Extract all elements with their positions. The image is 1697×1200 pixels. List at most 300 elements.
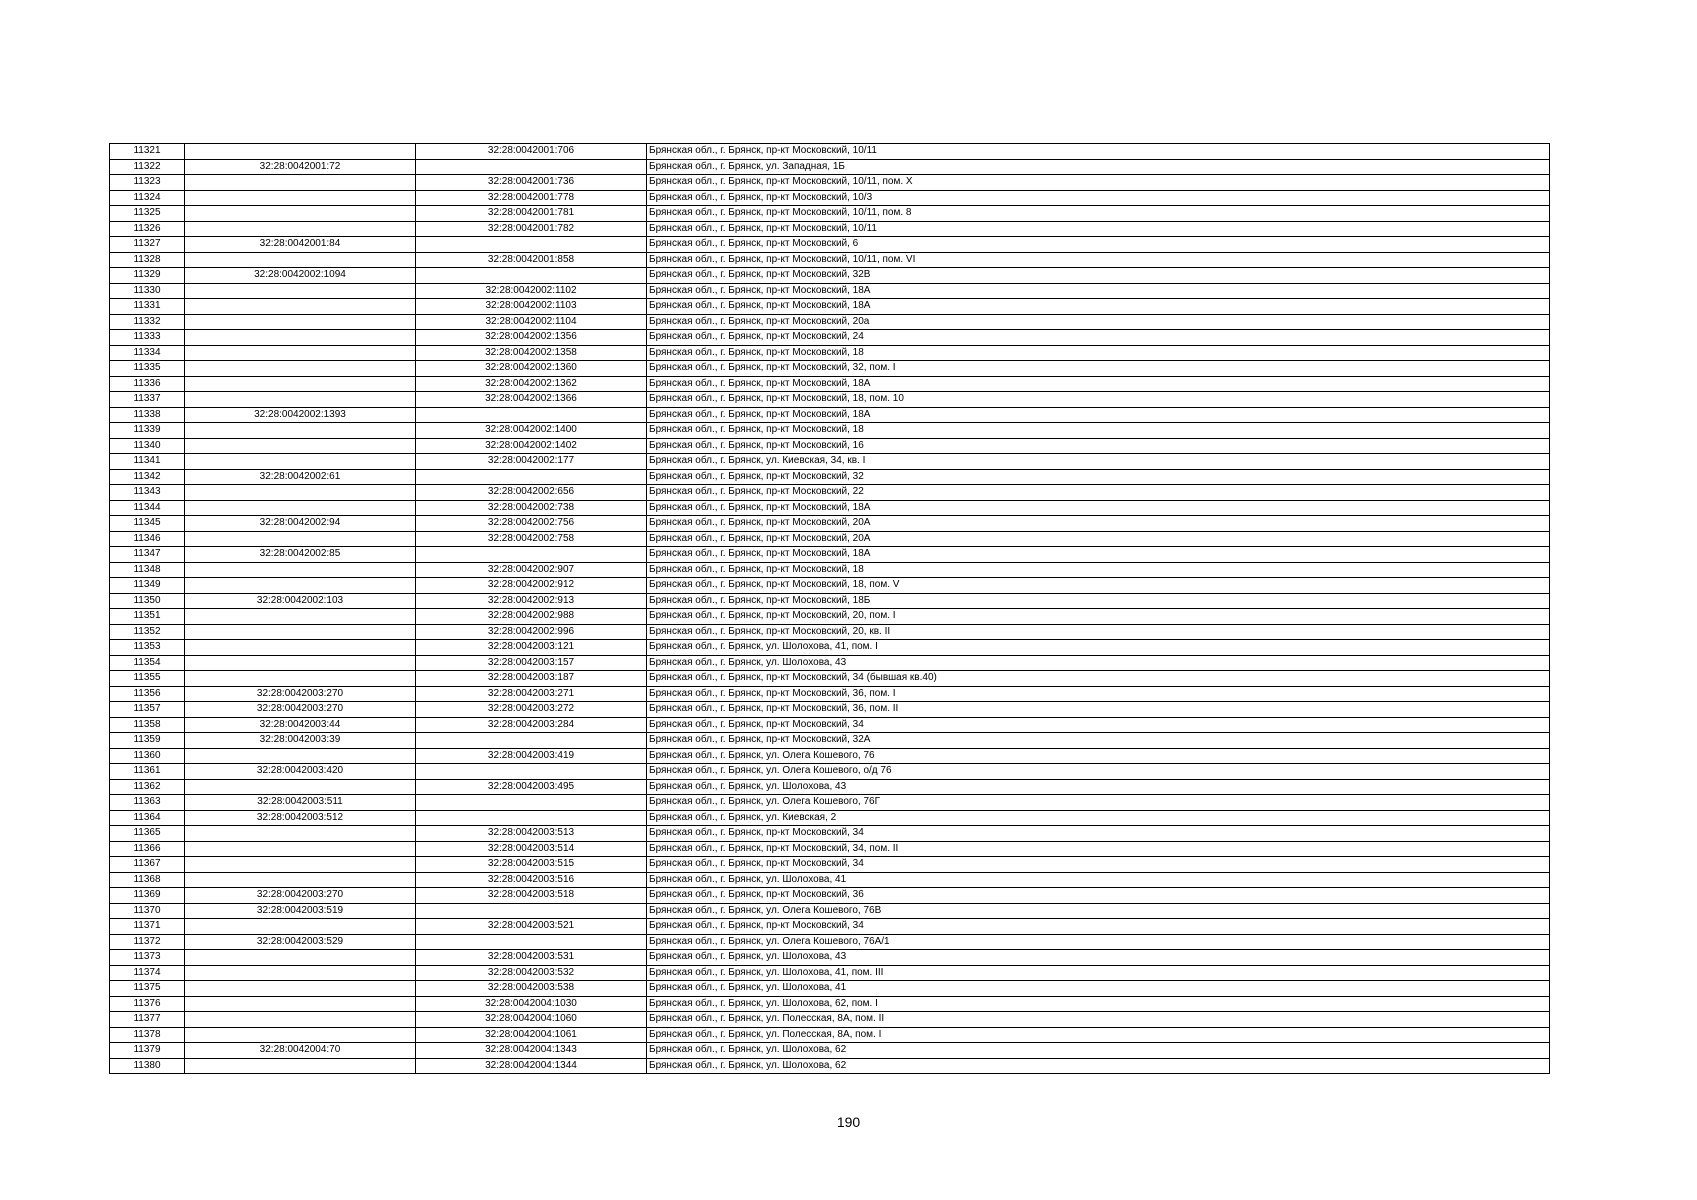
row-number-cell: 11321	[110, 144, 185, 160]
object-cadastral-number-cell: 32:28:0042001:778	[416, 190, 647, 206]
table-row	[110, 314, 1550, 330]
land-cadastral-number-cell	[185, 1027, 416, 1043]
table-row	[110, 376, 1550, 392]
address-cell: Брянская обл., г. Брянск, пр-кт Московский, 18	[647, 345, 1550, 361]
object-cadastral-number-cell	[416, 268, 647, 284]
row-number-cell: 11345	[110, 516, 185, 532]
row-number-cell: 11351	[110, 609, 185, 625]
land-cadastral-number-cell	[185, 175, 416, 191]
object-cadastral-number-cell: 32:28:0042002:756	[416, 516, 647, 532]
table-row	[110, 965, 1550, 981]
table-row	[110, 438, 1550, 454]
land-cadastral-number-cell	[185, 376, 416, 392]
row-number-cell: 11339	[110, 423, 185, 439]
table-row	[110, 748, 1550, 764]
row-number-cell: 11323	[110, 175, 185, 191]
address-cell: Брянская обл., г. Брянск, пр-кт Московский, 18, пом. 10	[647, 392, 1550, 408]
address-cell: Брянская обл., г. Брянск, пр-кт Московский, 24	[647, 330, 1550, 346]
table-row	[110, 500, 1550, 516]
object-cadastral-number-cell	[416, 547, 647, 563]
address-cell: Брянская обл., г. Брянск, пр-кт Московский, 34, пом. II	[647, 841, 1550, 857]
table-row	[110, 609, 1550, 625]
land-cadastral-number-cell	[185, 919, 416, 935]
land-cadastral-number-cell	[185, 454, 416, 470]
object-cadastral-number-cell: 32:28:0042002:988	[416, 609, 647, 625]
table-row	[110, 159, 1550, 175]
row-number-cell: 11374	[110, 965, 185, 981]
land-cadastral-number-cell	[185, 779, 416, 795]
row-number-cell: 11367	[110, 857, 185, 873]
address-cell: Брянская обл., г. Брянск, пр-кт Московский, 10/11	[647, 144, 1550, 160]
table-row	[110, 237, 1550, 253]
object-cadastral-number-cell: 32:28:0042001:736	[416, 175, 647, 191]
row-number-cell: 11359	[110, 733, 185, 749]
address-cell: Брянская обл., г. Брянск, пр-кт Московский, 18А	[647, 500, 1550, 516]
table-row	[110, 934, 1550, 950]
row-number-cell: 11368	[110, 872, 185, 888]
object-cadastral-number-cell: 32:28:0042003:284	[416, 717, 647, 733]
address-cell: Брянская обл., г. Брянск, пр-кт Московский, 18А	[647, 376, 1550, 392]
land-cadastral-number-cell	[185, 857, 416, 873]
object-cadastral-number-cell: 32:28:0042003:518	[416, 888, 647, 904]
row-number-cell: 11380	[110, 1058, 185, 1074]
table-row	[110, 345, 1550, 361]
row-number-cell: 11358	[110, 717, 185, 733]
object-cadastral-number-cell	[416, 903, 647, 919]
address-cell: Брянская обл., г. Брянск, ул. Олега Кошевого, 76В	[647, 903, 1550, 919]
land-cadastral-number-cell	[185, 609, 416, 625]
row-number-cell: 11335	[110, 361, 185, 377]
table-row	[110, 841, 1550, 857]
row-number-cell: 11361	[110, 764, 185, 780]
table-row	[110, 175, 1550, 191]
land-cadastral-number-cell	[185, 965, 416, 981]
land-cadastral-number-cell: 32:28:0042003:519	[185, 903, 416, 919]
object-cadastral-number-cell: 32:28:0042003:521	[416, 919, 647, 935]
address-cell: Брянская обл., г. Брянск, пр-кт Московский, 18Б	[647, 593, 1550, 609]
land-cadastral-number-cell	[185, 252, 416, 268]
table-row	[110, 562, 1550, 578]
row-number-cell: 11330	[110, 283, 185, 299]
table-row	[110, 252, 1550, 268]
table-row	[110, 485, 1550, 501]
land-cadastral-number-cell	[185, 655, 416, 671]
address-cell: Брянская обл., г. Брянск, ул. Шолохова, 41, пом. I	[647, 640, 1550, 656]
table-row	[110, 268, 1550, 284]
land-cadastral-number-cell: 32:28:0042003:39	[185, 733, 416, 749]
table-row	[110, 454, 1550, 470]
object-cadastral-number-cell: 32:28:0042002:1366	[416, 392, 647, 408]
object-cadastral-number-cell: 32:28:0042002:1103	[416, 299, 647, 315]
row-number-cell: 11350	[110, 593, 185, 609]
table-row	[110, 330, 1550, 346]
land-cadastral-number-cell: 32:28:0042001:84	[185, 237, 416, 253]
land-cadastral-number-cell: 32:28:0042003:270	[185, 702, 416, 718]
object-cadastral-number-cell: 32:28:0042002:1102	[416, 283, 647, 299]
table-row	[110, 779, 1550, 795]
object-cadastral-number-cell: 32:28:0042003:121	[416, 640, 647, 656]
address-cell: Брянская обл., г. Брянск, ул. Шолохова, 41, пом. III	[647, 965, 1550, 981]
land-cadastral-number-cell	[185, 950, 416, 966]
land-cadastral-number-cell: 32:28:0042003:270	[185, 888, 416, 904]
land-cadastral-number-cell: 32:28:0042001:72	[185, 159, 416, 175]
table-row	[110, 578, 1550, 594]
address-cell: Брянская обл., г. Брянск, пр-кт Московский, 36, пом. I	[647, 686, 1550, 702]
land-cadastral-number-cell	[185, 500, 416, 516]
address-cell: Брянская обл., г. Брянск, пр-кт Московский, 36, пом. II	[647, 702, 1550, 718]
land-cadastral-number-cell: 32:28:0042002:103	[185, 593, 416, 609]
row-number-cell: 11363	[110, 795, 185, 811]
object-cadastral-number-cell: 32:28:0042003:516	[416, 872, 647, 888]
table-row	[110, 144, 1550, 160]
table-row	[110, 392, 1550, 408]
object-cadastral-number-cell: 32:28:0042001:706	[416, 144, 647, 160]
address-cell: Брянская обл., г. Брянск, пр-кт Московский, 6	[647, 237, 1550, 253]
row-number-cell: 11357	[110, 702, 185, 718]
land-cadastral-number-cell	[185, 996, 416, 1012]
address-cell: Брянская обл., г. Брянск, пр-кт Московский, 10/11, пом. 8	[647, 206, 1550, 222]
row-number-cell: 11356	[110, 686, 185, 702]
table-row	[110, 903, 1550, 919]
address-cell: Брянская обл., г. Брянск, пр-кт Московский, 20, кв. II	[647, 624, 1550, 640]
address-cell: Брянская обл., г. Брянск, пр-кт Московский, 34	[647, 857, 1550, 873]
row-number-cell: 11334	[110, 345, 185, 361]
row-number-cell: 11326	[110, 221, 185, 237]
object-cadastral-number-cell: 32:28:0042003:532	[416, 965, 647, 981]
land-cadastral-number-cell	[185, 826, 416, 842]
object-cadastral-number-cell: 32:28:0042004:1060	[416, 1012, 647, 1028]
row-number-cell: 11360	[110, 748, 185, 764]
address-cell: Брянская обл., г. Брянск, пр-кт Московский, 34	[647, 919, 1550, 935]
row-number-cell: 11338	[110, 407, 185, 423]
table-row	[110, 919, 1550, 935]
address-cell: Брянская обл., г. Брянск, ул. Олега Кошевого, 76	[647, 748, 1550, 764]
table-row	[110, 531, 1550, 547]
address-cell: Брянская обл., г. Брянск, пр-кт Московский, 34	[647, 717, 1550, 733]
land-cadastral-number-cell	[185, 361, 416, 377]
object-cadastral-number-cell: 32:28:0042002:738	[416, 500, 647, 516]
land-cadastral-number-cell	[185, 578, 416, 594]
address-cell: Брянская обл., г. Брянск, ул. Олега Кошевого, 76А/1	[647, 934, 1550, 950]
address-cell: Брянская обл., г. Брянск, пр-кт Московский, 34	[647, 826, 1550, 842]
land-cadastral-number-cell	[185, 872, 416, 888]
table-row	[110, 795, 1550, 811]
address-cell: Брянская обл., г. Брянск, пр-кт Московский, 34 (бывшая кв.40)	[647, 671, 1550, 687]
table-row	[110, 996, 1550, 1012]
object-cadastral-number-cell: 32:28:0042003:531	[416, 950, 647, 966]
land-cadastral-number-cell: 32:28:0042002:1094	[185, 268, 416, 284]
land-cadastral-number-cell	[185, 299, 416, 315]
land-cadastral-number-cell	[185, 423, 416, 439]
row-number-cell: 11347	[110, 547, 185, 563]
object-cadastral-number-cell: 32:28:0042002:1356	[416, 330, 647, 346]
address-cell: Брянская обл., г. Брянск, пр-кт Московский, 16	[647, 438, 1550, 454]
row-number-cell: 11349	[110, 578, 185, 594]
object-cadastral-number-cell: 32:28:0042002:1402	[416, 438, 647, 454]
table-row	[110, 981, 1550, 997]
table-row	[110, 516, 1550, 532]
address-cell: Брянская обл., г. Брянск, пр-кт Московский, 32А	[647, 733, 1550, 749]
row-number-cell: 11342	[110, 469, 185, 485]
row-number-cell: 11355	[110, 671, 185, 687]
land-cadastral-number-cell: 32:28:0042003:512	[185, 810, 416, 826]
row-number-cell: 11373	[110, 950, 185, 966]
land-cadastral-number-cell	[185, 841, 416, 857]
object-cadastral-number-cell: 32:28:0042003:187	[416, 671, 647, 687]
object-cadastral-number-cell: 32:28:0042003:419	[416, 748, 647, 764]
row-number-cell: 11369	[110, 888, 185, 904]
row-number-cell: 11379	[110, 1043, 185, 1059]
row-number-cell: 11366	[110, 841, 185, 857]
object-cadastral-number-cell	[416, 810, 647, 826]
table-row	[110, 764, 1550, 780]
table-row	[110, 872, 1550, 888]
registry-table	[109, 143, 1550, 1074]
table-row	[110, 1012, 1550, 1028]
land-cadastral-number-cell	[185, 345, 416, 361]
row-number-cell: 11336	[110, 376, 185, 392]
row-number-cell: 11333	[110, 330, 185, 346]
object-cadastral-number-cell: 32:28:0042002:656	[416, 485, 647, 501]
row-number-cell: 11372	[110, 934, 185, 950]
address-cell: Брянская обл., г. Брянск, пр-кт Московский, 10/11, пом. VI	[647, 252, 1550, 268]
row-number-cell: 11348	[110, 562, 185, 578]
land-cadastral-number-cell	[185, 144, 416, 160]
row-number-cell: 11376	[110, 996, 185, 1012]
land-cadastral-number-cell: 32:28:0042002:94	[185, 516, 416, 532]
address-cell: Брянская обл., г. Брянск, пр-кт Московский, 10/11, пом. X	[647, 175, 1550, 191]
object-cadastral-number-cell: 32:28:0042002:177	[416, 454, 647, 470]
table-row	[110, 361, 1550, 377]
table-row	[110, 950, 1550, 966]
object-cadastral-number-cell: 32:28:0042003:271	[416, 686, 647, 702]
land-cadastral-number-cell	[185, 748, 416, 764]
address-cell: Брянская обл., г. Брянск, ул. Шолохова, 41	[647, 872, 1550, 888]
address-cell: Брянская обл., г. Брянск, ул. Шолохова, 62	[647, 1043, 1550, 1059]
row-number-cell: 11344	[110, 500, 185, 516]
land-cadastral-number-cell	[185, 640, 416, 656]
table-row	[110, 1043, 1550, 1059]
address-cell: Брянская обл., г. Брянск, ул. Полесская, 8А, пом. II	[647, 1012, 1550, 1028]
row-number-cell: 11377	[110, 1012, 185, 1028]
land-cadastral-number-cell: 32:28:0042002:85	[185, 547, 416, 563]
object-cadastral-number-cell: 32:28:0042002:1360	[416, 361, 647, 377]
land-cadastral-number-cell	[185, 531, 416, 547]
row-number-cell: 11364	[110, 810, 185, 826]
land-cadastral-number-cell: 32:28:0042003:529	[185, 934, 416, 950]
land-cadastral-number-cell	[185, 438, 416, 454]
address-cell: Брянская обл., г. Брянск, пр-кт Московский, 10/11	[647, 221, 1550, 237]
table-row	[110, 593, 1550, 609]
address-cell: Брянская обл., г. Брянск, ул. Шолохова, 62	[647, 1058, 1550, 1074]
row-number-cell: 11325	[110, 206, 185, 222]
land-cadastral-number-cell	[185, 671, 416, 687]
table-row	[110, 1058, 1550, 1074]
object-cadastral-number-cell: 32:28:0042002:912	[416, 578, 647, 594]
table-row	[110, 206, 1550, 222]
object-cadastral-number-cell	[416, 237, 647, 253]
object-cadastral-number-cell: 32:28:0042002:1358	[416, 345, 647, 361]
table-row	[110, 717, 1550, 733]
object-cadastral-number-cell: 32:28:0042002:996	[416, 624, 647, 640]
address-cell: Брянская обл., г. Брянск, пр-кт Московский, 20, пом. I	[647, 609, 1550, 625]
row-number-cell: 11322	[110, 159, 185, 175]
row-number-cell: 11332	[110, 314, 185, 330]
land-cadastral-number-cell: 32:28:0042003:511	[185, 795, 416, 811]
table-row	[110, 1027, 1550, 1043]
land-cadastral-number-cell: 32:28:0042002:61	[185, 469, 416, 485]
row-number-cell: 11337	[110, 392, 185, 408]
object-cadastral-number-cell	[416, 795, 647, 811]
address-cell: Брянская обл., г. Брянск, пр-кт Московский, 22	[647, 485, 1550, 501]
object-cadastral-number-cell	[416, 469, 647, 485]
row-number-cell: 11354	[110, 655, 185, 671]
address-cell: Брянская обл., г. Брянск, ул. Олега Кошевого, 76Г	[647, 795, 1550, 811]
address-cell: Брянская обл., г. Брянск, ул. Олега Кошевого, о/д 76	[647, 764, 1550, 780]
object-cadastral-number-cell: 32:28:0042003:495	[416, 779, 647, 795]
table-row	[110, 547, 1550, 563]
address-cell: Брянская обл., г. Брянск, пр-кт Московский, 18	[647, 562, 1550, 578]
row-number-cell: 11343	[110, 485, 185, 501]
address-cell: Брянская обл., г. Брянск, ул. Полесская, 8А, пом. I	[647, 1027, 1550, 1043]
object-cadastral-number-cell: 32:28:0042003:157	[416, 655, 647, 671]
land-cadastral-number-cell	[185, 190, 416, 206]
address-cell: Брянская обл., г. Брянск, пр-кт Московский, 20А	[647, 516, 1550, 532]
table-row	[110, 469, 1550, 485]
land-cadastral-number-cell	[185, 1012, 416, 1028]
address-cell: Брянская обл., г. Брянск, ул. Шолохова, 62, пом. I	[647, 996, 1550, 1012]
object-cadastral-number-cell: 32:28:0042003:272	[416, 702, 647, 718]
address-cell: Брянская обл., г. Брянск, пр-кт Московский, 32В	[647, 268, 1550, 284]
object-cadastral-number-cell: 32:28:0042002:1362	[416, 376, 647, 392]
object-cadastral-number-cell: 32:28:0042003:514	[416, 841, 647, 857]
table-row	[110, 299, 1550, 315]
object-cadastral-number-cell: 32:28:0042003:513	[416, 826, 647, 842]
row-number-cell: 11375	[110, 981, 185, 997]
table-row	[110, 640, 1550, 656]
land-cadastral-number-cell	[185, 314, 416, 330]
land-cadastral-number-cell	[185, 330, 416, 346]
address-cell: Брянская обл., г. Брянск, пр-кт Московский, 18, пом. V	[647, 578, 1550, 594]
table-row	[110, 190, 1550, 206]
table-row	[110, 624, 1550, 640]
land-cadastral-number-cell	[185, 981, 416, 997]
row-number-cell: 11328	[110, 252, 185, 268]
object-cadastral-number-cell: 32:28:0042002:1400	[416, 423, 647, 439]
table-row	[110, 826, 1550, 842]
object-cadastral-number-cell	[416, 159, 647, 175]
object-cadastral-number-cell	[416, 407, 647, 423]
address-cell: Брянская обл., г. Брянск, ул. Киевская, 34, кв. I	[647, 454, 1550, 470]
object-cadastral-number-cell: 32:28:0042001:858	[416, 252, 647, 268]
row-number-cell: 11378	[110, 1027, 185, 1043]
row-number-cell: 11327	[110, 237, 185, 253]
object-cadastral-number-cell: 32:28:0042003:538	[416, 981, 647, 997]
table-row	[110, 283, 1550, 299]
table-row	[110, 857, 1550, 873]
land-cadastral-number-cell: 32:28:0042004:70	[185, 1043, 416, 1059]
object-cadastral-number-cell: 32:28:0042002:907	[416, 562, 647, 578]
table-row	[110, 810, 1550, 826]
row-number-cell: 11365	[110, 826, 185, 842]
land-cadastral-number-cell: 32:28:0042003:270	[185, 686, 416, 702]
address-cell: Брянская обл., г. Брянск, ул. Шолохова, 41	[647, 981, 1550, 997]
object-cadastral-number-cell	[416, 733, 647, 749]
row-number-cell: 11371	[110, 919, 185, 935]
row-number-cell: 11352	[110, 624, 185, 640]
object-cadastral-number-cell: 32:28:0042001:781	[416, 206, 647, 222]
land-cadastral-number-cell	[185, 1058, 416, 1074]
object-cadastral-number-cell: 32:28:0042004:1030	[416, 996, 647, 1012]
table-row	[110, 733, 1550, 749]
row-number-cell: 11362	[110, 779, 185, 795]
address-cell: Брянская обл., г. Брянск, пр-кт Московский, 18	[647, 423, 1550, 439]
land-cadastral-number-cell	[185, 392, 416, 408]
object-cadastral-number-cell: 32:28:0042002:913	[416, 593, 647, 609]
object-cadastral-number-cell: 32:28:0042002:758	[416, 531, 647, 547]
object-cadastral-number-cell: 32:28:0042002:1104	[416, 314, 647, 330]
row-number-cell: 11331	[110, 299, 185, 315]
address-cell: Брянская обл., г. Брянск, ул. Шолохова, 43	[647, 950, 1550, 966]
row-number-cell: 11324	[110, 190, 185, 206]
row-number-cell: 11329	[110, 268, 185, 284]
land-cadastral-number-cell	[185, 283, 416, 299]
page-number: 190	[836, 1114, 861, 1130]
land-cadastral-number-cell: 32:28:0042003:44	[185, 717, 416, 733]
address-cell: Брянская обл., г. Брянск, пр-кт Московский, 18А	[647, 283, 1550, 299]
address-cell: Брянская обл., г. Брянск, ул. Киевская, 2	[647, 810, 1550, 826]
land-cadastral-number-cell: 32:28:0042002:1393	[185, 407, 416, 423]
object-cadastral-number-cell: 32:28:0042003:515	[416, 857, 647, 873]
land-cadastral-number-cell: 32:28:0042003:420	[185, 764, 416, 780]
address-cell: Брянская обл., г. Брянск, пр-кт Московский, 18А	[647, 299, 1550, 315]
address-cell: Брянская обл., г. Брянск, пр-кт Московский, 18А	[647, 407, 1550, 423]
row-number-cell: 11341	[110, 454, 185, 470]
address-cell: Брянская обл., г. Брянск, пр-кт Московский, 36	[647, 888, 1550, 904]
table-row	[110, 671, 1550, 687]
row-number-cell: 11340	[110, 438, 185, 454]
address-cell: Брянская обл., г. Брянск, пр-кт Московский, 10/3	[647, 190, 1550, 206]
table-row	[110, 888, 1550, 904]
address-cell: Брянская обл., г. Брянск, пр-кт Московский, 18А	[647, 547, 1550, 563]
table-row	[110, 221, 1550, 237]
table-row	[110, 423, 1550, 439]
row-number-cell: 11370	[110, 903, 185, 919]
address-cell: Брянская обл., г. Брянск, пр-кт Московский, 20А	[647, 531, 1550, 547]
address-cell: Брянская обл., г. Брянск, пр-кт Московский, 32	[647, 469, 1550, 485]
land-cadastral-number-cell	[185, 206, 416, 222]
object-cadastral-number-cell	[416, 934, 647, 950]
row-number-cell: 11353	[110, 640, 185, 656]
object-cadastral-number-cell: 32:28:0042004:1343	[416, 1043, 647, 1059]
land-cadastral-number-cell	[185, 562, 416, 578]
address-cell: Брянская обл., г. Брянск, пр-кт Московский, 20а	[647, 314, 1550, 330]
land-cadastral-number-cell	[185, 624, 416, 640]
land-cadastral-number-cell	[185, 221, 416, 237]
registry-table-body	[110, 144, 1550, 1074]
object-cadastral-number-cell: 32:28:0042004:1061	[416, 1027, 647, 1043]
address-cell: Брянская обл., г. Брянск, ул. Западная, 1Б	[647, 159, 1550, 175]
row-number-cell: 11346	[110, 531, 185, 547]
land-cadastral-number-cell	[185, 485, 416, 501]
table-row	[110, 686, 1550, 702]
object-cadastral-number-cell	[416, 764, 647, 780]
table-row	[110, 702, 1550, 718]
object-cadastral-number-cell: 32:28:0042004:1344	[416, 1058, 647, 1074]
table-row	[110, 655, 1550, 671]
object-cadastral-number-cell: 32:28:0042001:782	[416, 221, 647, 237]
address-cell: Брянская обл., г. Брянск, ул. Шолохова, 43	[647, 779, 1550, 795]
